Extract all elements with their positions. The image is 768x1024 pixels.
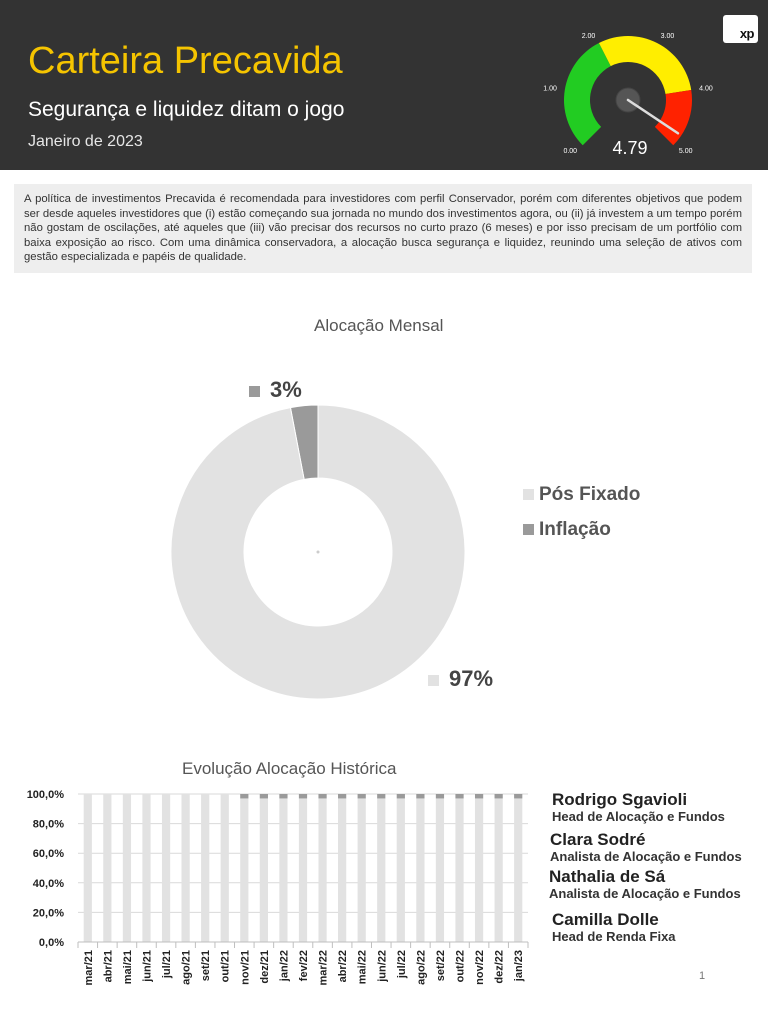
hist-bar-segment-postfixed bbox=[84, 794, 92, 942]
hist-bar-segment-postfixed bbox=[162, 794, 170, 942]
hist-bar-segment-postfixed bbox=[397, 798, 405, 942]
hist-bar-segment-postfixed bbox=[279, 798, 287, 942]
hist-x-tick-label: nov/21 bbox=[239, 950, 252, 985]
hist-bar-segment-inflation bbox=[377, 794, 385, 798]
hist-bar-segment-inflation bbox=[318, 794, 326, 798]
team-member-role: Analista de Alocação e Fundos bbox=[550, 849, 742, 864]
legend-swatch-inflation bbox=[523, 524, 534, 535]
hist-x-tick-label: mar/22 bbox=[317, 950, 330, 986]
hist-x-tick-label: jan/22 bbox=[278, 950, 291, 982]
hist-x-tick-label: mai/21 bbox=[121, 950, 134, 985]
hist-x-tick-label: dez/22 bbox=[493, 950, 506, 984]
team-member-name: Clara Sodré bbox=[550, 830, 646, 849]
hist-x-tick-label: jun/22 bbox=[376, 950, 389, 982]
hist-x-tick-label: ago/22 bbox=[415, 950, 428, 985]
team-member-name: Camilla Dolle bbox=[552, 910, 659, 929]
gauge-band-yellow bbox=[599, 36, 691, 94]
hist-x-tick-label: abr/21 bbox=[102, 950, 115, 983]
donut-center-dot bbox=[317, 551, 320, 554]
hist-y-tick: 40,0% bbox=[32, 877, 64, 890]
hist-bar-segment-postfixed bbox=[142, 794, 150, 942]
hist-bar-segment-postfixed bbox=[495, 798, 503, 942]
legend-item-inflation bbox=[523, 519, 640, 554]
gauge-tick-label: 5.00 bbox=[678, 147, 693, 155]
team-member-role: Head de Alocação e Fundos bbox=[552, 809, 725, 824]
hist-y-tick: 80,0% bbox=[32, 818, 64, 831]
inflation-pct-label bbox=[249, 377, 302, 403]
legend-swatch-postfixed bbox=[523, 489, 534, 500]
team-member bbox=[552, 790, 725, 824]
hist-x-tick-label: set/22 bbox=[434, 950, 447, 982]
hist-bar-segment-postfixed bbox=[201, 794, 209, 942]
hist-bar-segment-postfixed bbox=[514, 798, 522, 942]
hist-y-tick: 100,0% bbox=[26, 789, 64, 801]
hist-x-tick-label: nov/22 bbox=[474, 950, 487, 985]
hist-bar-segment-postfixed bbox=[338, 798, 346, 942]
monthly-allocation-donut bbox=[150, 360, 490, 700]
hist-bar-segment-postfixed bbox=[318, 798, 326, 942]
report-subtitle: Segurança e liquidez ditam o jogo bbox=[28, 98, 345, 121]
intro-paragraph: A política de investimentos Precavida é recomendada para investidores com perfil Conservador, porém com diferentes objetivos que podem ser desde aqueles investidores que (i) estão começando sua jornada no mundo dos investimentos agora, ou (ii) já investem a um tempo porém não gostam de oscilações, até aqueles que (iii) vão precisar dos recursos no curto prazo (6 meses) e por isso precisam de um portfólio com baixa exposição ao risco. Com uma dinâmica conservadora, a alocação busca segurança e liquidez, reunindo uma seleção de ativos com gestão especializada e papéis de qualidade. bbox=[14, 184, 752, 273]
hist-x-tick-label: mai/22 bbox=[356, 950, 369, 985]
gauge-value: 4.79 bbox=[612, 138, 648, 158]
hist-bar-segment-postfixed bbox=[182, 794, 190, 942]
hist-bar-segment-inflation bbox=[455, 794, 463, 798]
team-member bbox=[552, 910, 676, 944]
legend-item-postfixed bbox=[523, 484, 640, 519]
gauge-band-red bbox=[655, 90, 692, 145]
hist-x-tick-label: abr/22 bbox=[337, 950, 350, 983]
hist-x-tick-label: out/22 bbox=[454, 950, 467, 983]
donut-legend bbox=[523, 484, 640, 554]
hist-bar-segment-inflation bbox=[475, 794, 483, 798]
hist-bar-segment-inflation bbox=[299, 794, 307, 798]
hist-x-tick-label: jul/21 bbox=[161, 950, 174, 979]
gauge-tick-label: 1.00 bbox=[543, 85, 557, 93]
gauge-tick-label: 4.00 bbox=[699, 85, 713, 93]
team-member-role: Analista de Alocação e Fundos bbox=[549, 886, 741, 901]
hist-x-tick-label: jan/23 bbox=[513, 950, 526, 982]
hist-bar-segment-postfixed bbox=[240, 798, 248, 942]
hist-bar-segment-postfixed bbox=[436, 798, 444, 942]
hist-bar-segment-postfixed bbox=[221, 794, 229, 942]
hist-bar-segment-inflation bbox=[436, 794, 444, 798]
xp-logo bbox=[723, 15, 758, 43]
hist-bar-segment-inflation bbox=[397, 794, 405, 798]
hist-x-tick-label: jul/22 bbox=[395, 950, 408, 979]
report-title: Carteira Precavida bbox=[28, 40, 343, 82]
postfixed-pct-text: 97% bbox=[449, 666, 494, 691]
gauge-band-green bbox=[564, 43, 611, 145]
historical-allocation-title: Evolução Alocação Histórica bbox=[182, 759, 397, 778]
hist-bar-segment-postfixed bbox=[123, 794, 131, 942]
hist-bar-segment-postfixed bbox=[377, 798, 385, 942]
gauge-tick-label: 3.00 bbox=[660, 32, 675, 40]
hist-x-tick-label: set/21 bbox=[200, 950, 213, 982]
hist-bar-segment-postfixed bbox=[358, 798, 366, 942]
historical-allocation-chart bbox=[0, 780, 540, 995]
hist-bar-segment-inflation bbox=[514, 794, 522, 798]
gauge-tick-label: 2.00 bbox=[581, 32, 596, 40]
hist-bar-segment-inflation bbox=[260, 794, 268, 798]
hist-bar-segment-postfixed bbox=[103, 794, 111, 942]
legend-label-inflation: Inflação bbox=[539, 519, 611, 540]
report-date: Janeiro de 2023 bbox=[28, 133, 143, 150]
hist-x-tick-label: jun/21 bbox=[141, 950, 154, 982]
hist-bar-segment-inflation bbox=[358, 794, 366, 798]
xp-logo-text: xp bbox=[739, 26, 754, 41]
hist-bar-segment-postfixed bbox=[475, 798, 483, 942]
postfixed-pct-swatch bbox=[428, 675, 439, 686]
legend-label-postfixed: Pós Fixado bbox=[539, 484, 641, 505]
hist-x-tick-label: out/21 bbox=[219, 950, 232, 983]
hist-y-tick: 0,0% bbox=[38, 937, 64, 949]
inflation-pct-text: 3% bbox=[270, 377, 302, 402]
postfixed-pct-label bbox=[428, 666, 493, 692]
hist-bar-segment-inflation bbox=[338, 794, 346, 798]
report-header bbox=[0, 0, 768, 170]
hist-bar-segment-inflation bbox=[279, 794, 287, 798]
inflation-pct-swatch bbox=[249, 386, 260, 397]
hist-x-tick-label: fev/22 bbox=[298, 950, 310, 982]
team-member-name: Nathalia de Sá bbox=[549, 867, 666, 886]
hist-x-tick-label: dez/21 bbox=[258, 950, 271, 984]
team-member-role: Head de Renda Fixa bbox=[552, 929, 676, 944]
monthly-allocation-title: Alocação Mensal bbox=[314, 316, 444, 335]
hist-bar-segment-inflation bbox=[495, 794, 503, 798]
hist-bar-segment-inflation bbox=[416, 794, 424, 798]
hist-y-tick: 20,0% bbox=[32, 907, 64, 920]
hist-bar-segment-postfixed bbox=[455, 798, 463, 942]
team-member bbox=[549, 867, 741, 901]
hist-y-tick: 60,0% bbox=[32, 848, 64, 861]
hist-bar-segment-postfixed bbox=[260, 798, 268, 942]
page-number: 1 bbox=[699, 970, 706, 982]
hist-bar-segment-postfixed bbox=[299, 798, 307, 942]
team-member-name: Rodrigo Sgavioli bbox=[552, 790, 688, 809]
team-member bbox=[550, 830, 742, 864]
hist-bar-segment-postfixed bbox=[416, 798, 424, 942]
hist-x-tick-label: ago/21 bbox=[180, 950, 193, 985]
gauge-tick-label: 0.00 bbox=[563, 147, 578, 155]
hist-x-tick-label: mar/21 bbox=[82, 950, 95, 986]
hist-bar-segment-inflation bbox=[240, 794, 248, 798]
